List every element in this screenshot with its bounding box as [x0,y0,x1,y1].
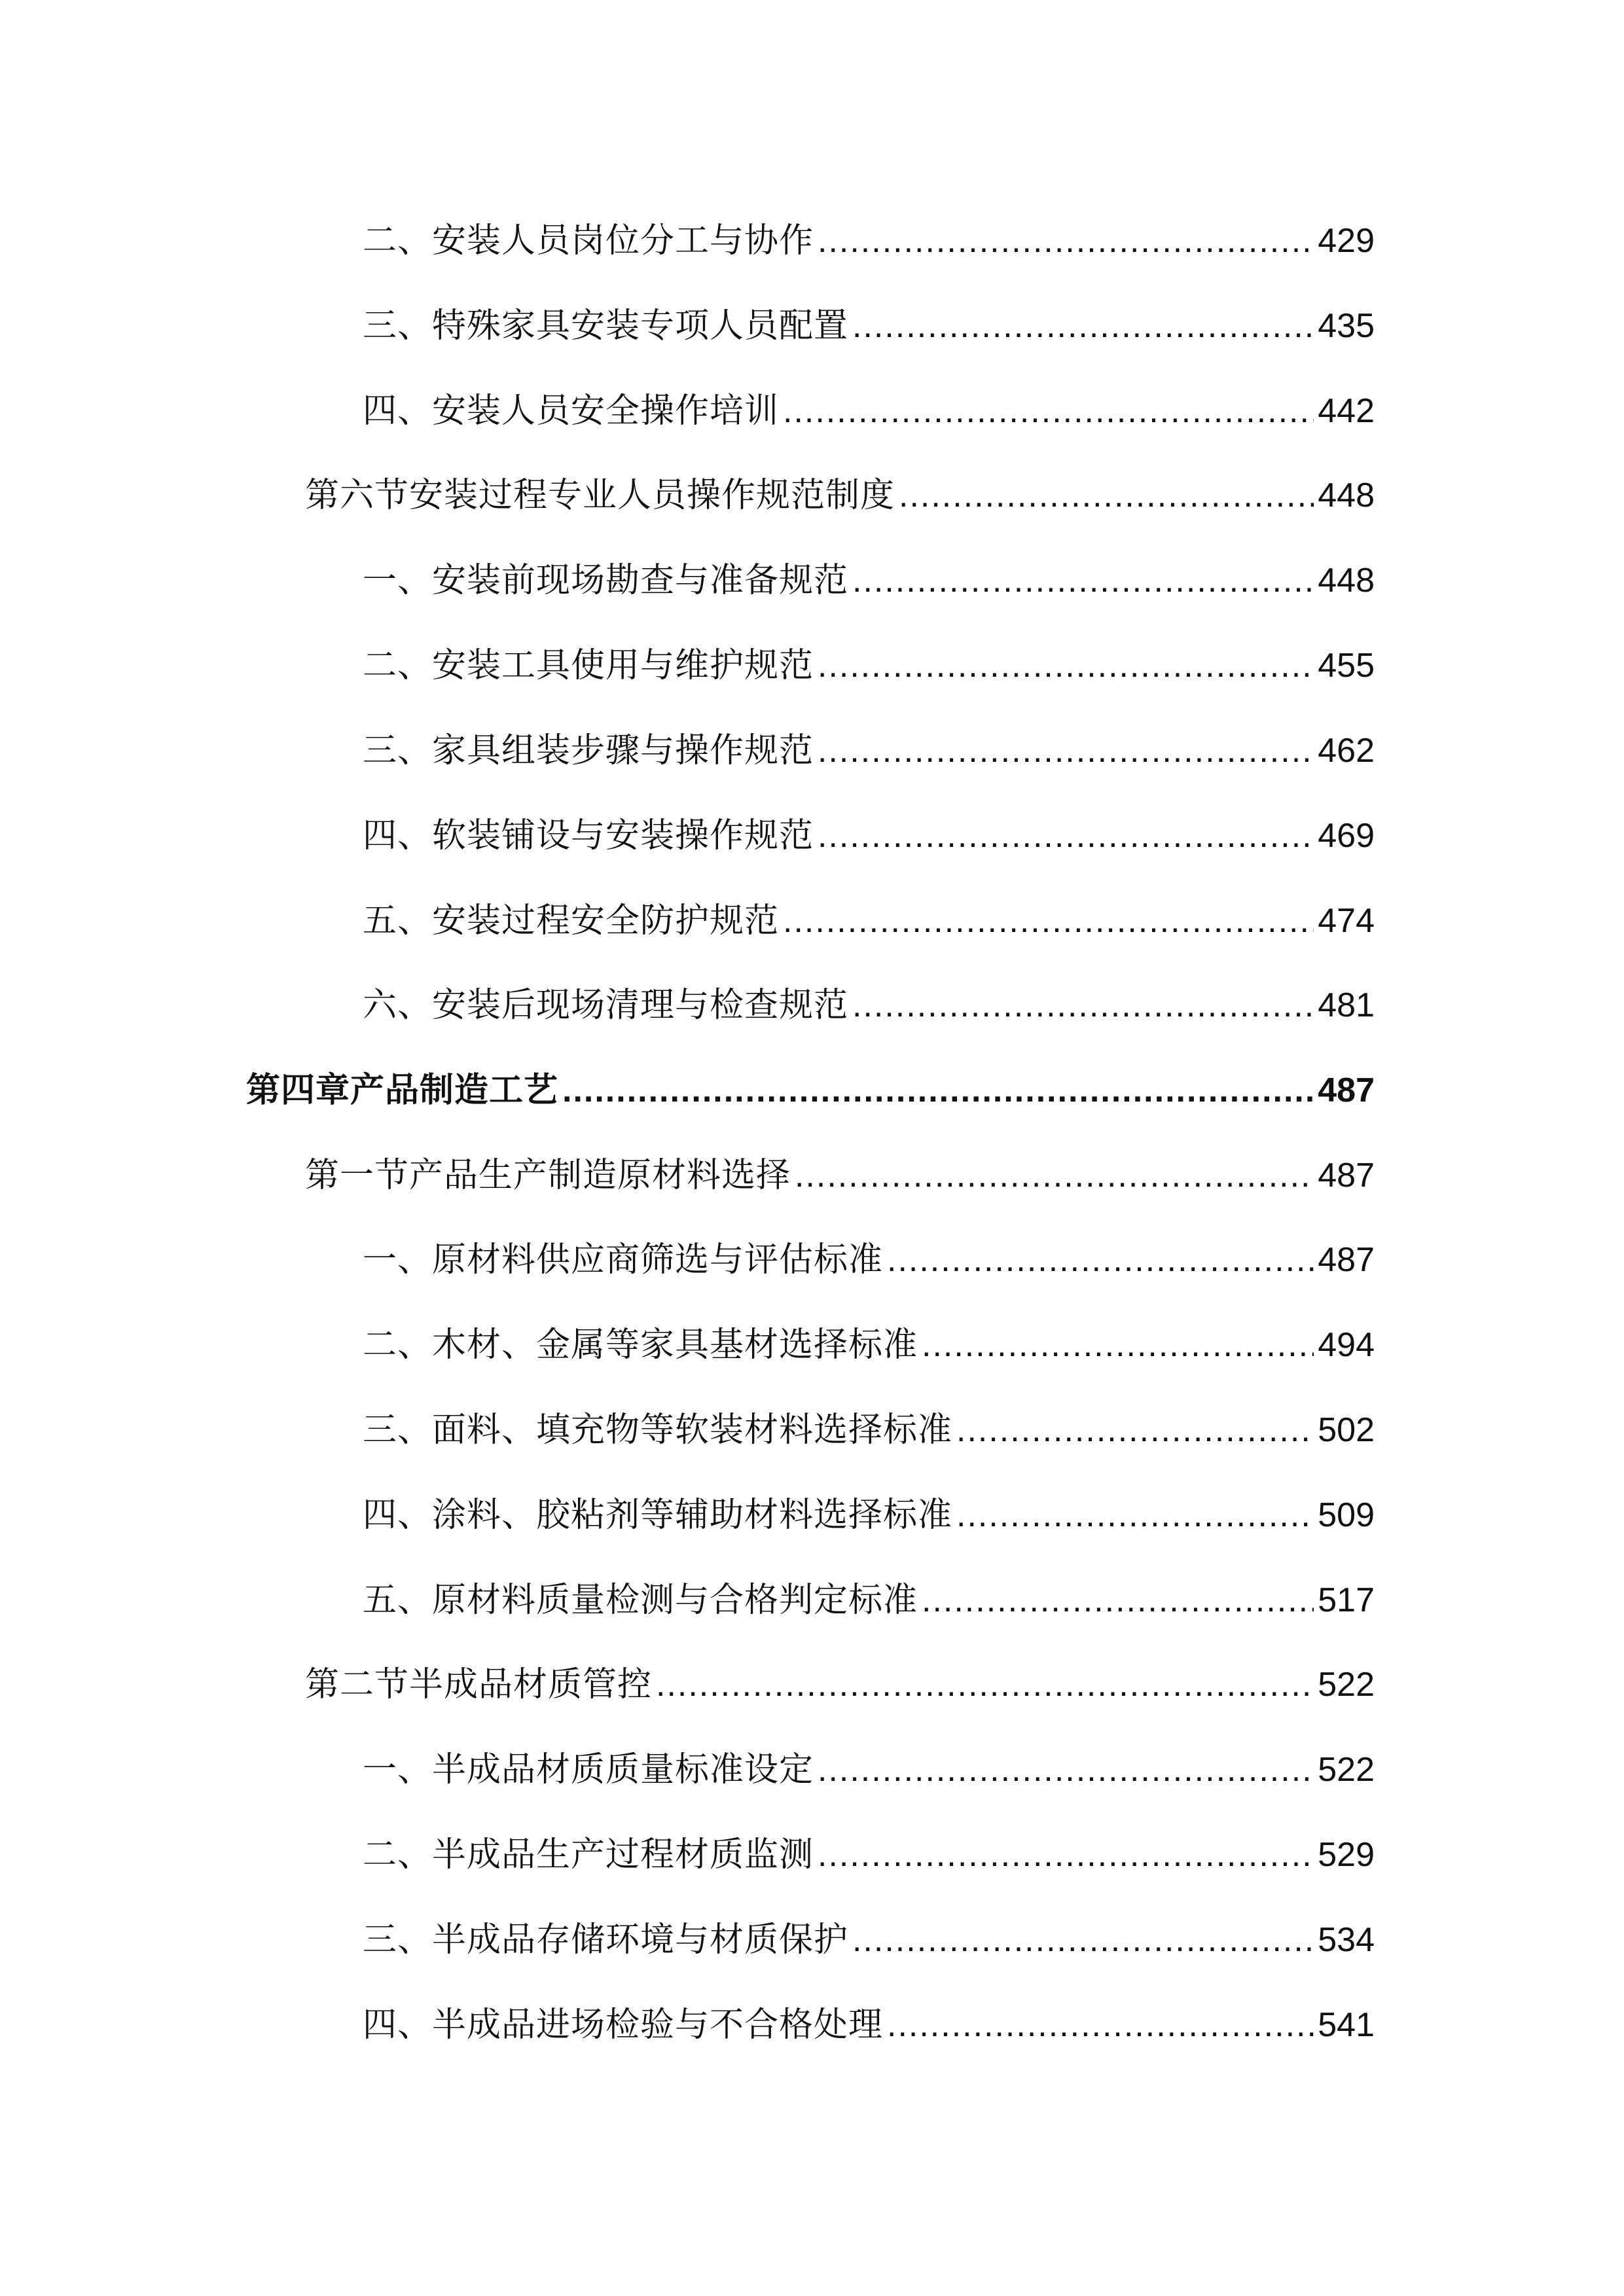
toc-dot-leader [818,1825,1314,1884]
toc-entry-title: 第一节产品生产制造原材料选择 [305,1156,791,1195]
toc-entry-page: 481 [1318,986,1375,1024]
toc-entry-page: 517 [1318,1581,1375,1619]
toc-entry[interactable] [363,891,1375,950]
toc-entry[interactable] [363,296,1375,355]
toc-entry-page: 487 [1318,1071,1375,1109]
toc-dot-leader [922,1316,1314,1374]
toc-entry-page: 541 [1318,2006,1375,2044]
toc-entry-page: 455 [1318,647,1375,685]
toc-entry-title: 四、安装人员安全操作培训 [363,391,780,431]
toc-entry-page: 442 [1318,392,1375,430]
toc-entry-page: 435 [1318,307,1375,345]
toc-entry-page: 429 [1318,222,1375,260]
toc-entry[interactable] [305,1655,1375,1714]
toc-dot-leader [818,636,1314,695]
toc-entry-title: 一、半成品材质质量标准设定 [363,1750,814,1789]
toc-entry-title: 二、木材、金属等家具基材选择标准 [363,1325,918,1365]
toc-dot-leader [783,891,1314,950]
toc-entry-title: 三、面料、填充物等软装材料选择标准 [363,1410,953,1450]
toc-dot-leader [818,721,1314,780]
toc-entry-title: 第六节安装过程专业人员操作规范制度 [305,476,895,515]
toc-entry[interactable] [363,1910,1375,1969]
toc-dot-leader [956,1486,1314,1545]
toc-dot-leader [852,976,1314,1035]
toc-entry-title: 第二节半成品材质管控 [305,1665,653,1704]
toc-entry-page: 502 [1318,1411,1375,1449]
toc-dot-leader [783,382,1314,440]
toc-dot-leader [852,551,1314,610]
toc-entry[interactable] [305,466,1375,525]
toc-entry-title: 三、特殊家具安装专项人员配置 [363,306,849,346]
toc-dot-leader [818,806,1314,865]
toc-entry-title: 四、涂料、胶粘剂等辅助材料选择标准 [363,1496,953,1535]
toc-entry-page: 448 [1318,562,1375,600]
toc-entry-title: 二、安装人员岗位分工与协作 [363,221,814,260]
toc-entry-title: 四、软装铺设与安装操作规范 [363,816,814,855]
toc-entry-page: 474 [1318,902,1375,940]
toc-entry-page: 487 [1318,1241,1375,1279]
toc-entry-title: 四、半成品进场检验与不合格处理 [363,2005,884,2045]
toc-entry[interactable] [363,721,1375,780]
toc-entry-page: 522 [1318,1666,1375,1704]
toc-entry[interactable] [363,1401,1375,1460]
toc-entry-page: 529 [1318,1836,1375,1874]
toc-entry[interactable] [363,636,1375,695]
toc-entry[interactable] [305,1146,1375,1205]
toc-dot-leader [818,1740,1314,1799]
toc-entry-title: 三、家具组装步骤与操作规范 [363,731,814,770]
toc-entry-page: 534 [1318,1921,1375,1959]
toc-entry-title: 二、半成品生产过程材质监测 [363,1835,814,1874]
toc-dot-leader [956,1401,1314,1460]
toc-entry-title: 五、原材料质量检测与合格判定标准 [363,1581,918,1620]
toc-dot-leader [887,1996,1314,2054]
toc-dot-leader [852,296,1314,355]
toc-entry-page: 494 [1318,1326,1375,1364]
toc-entry-title: 一、安装前现场勘查与准备规范 [363,561,849,600]
toc-entry-title: 五、安装过程安全防护规范 [363,901,780,941]
toc-entry[interactable] [363,1316,1375,1374]
toc-entry-title: 一、原材料供应商筛选与评估标准 [363,1240,884,1280]
toc-dot-leader [852,1910,1314,1969]
toc-entry-page: 469 [1318,817,1375,855]
toc-entry[interactable] [363,382,1375,440]
toc-dot-leader [899,466,1314,525]
toc-entry[interactable] [363,1996,1375,2054]
toc-entry-chapter[interactable] [246,1061,1375,1120]
toc-entry-page: 487 [1318,1157,1375,1194]
toc-entry[interactable] [363,1230,1375,1289]
toc-entry-page: 462 [1318,732,1375,770]
toc-dot-leader [818,211,1314,270]
toc-entry-page: 522 [1318,1751,1375,1789]
toc-entry[interactable] [363,976,1375,1035]
toc-entry[interactable] [363,1740,1375,1799]
toc-entry[interactable] [363,806,1375,865]
toc-dot-leader [922,1571,1314,1630]
toc-entry[interactable] [363,551,1375,610]
toc-dot-leader [795,1146,1314,1205]
toc-entry-title: 三、半成品存储环境与材质保护 [363,1920,849,1960]
toc-entry[interactable] [363,1571,1375,1630]
toc-dot-leader [656,1655,1314,1714]
toc-entry[interactable] [363,1486,1375,1545]
toc-entry[interactable] [363,1825,1375,1884]
toc-entry-page: 448 [1318,476,1375,514]
toc-entry[interactable] [363,211,1375,270]
toc-entry-page: 509 [1318,1496,1375,1534]
toc-entry-title: 第四章产品制造工艺 [246,1071,559,1110]
toc-dot-leader [562,1061,1314,1120]
toc-entry-title: 六、安装后现场清理与检查规范 [363,986,849,1025]
toc-dot-leader [887,1230,1314,1289]
toc-entry-title: 二、安装工具使用与维护规范 [363,646,814,685]
